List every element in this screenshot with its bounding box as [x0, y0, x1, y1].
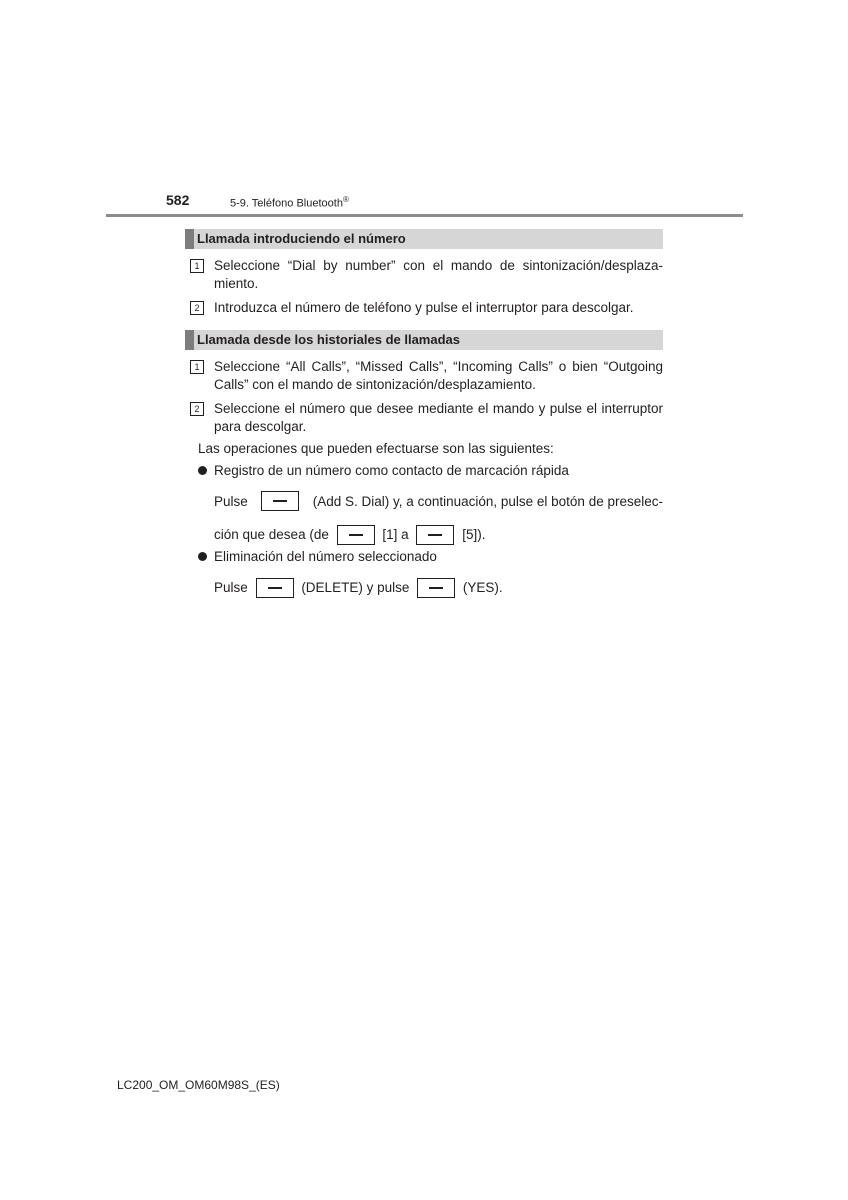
- instruction-text: [1] a: [382, 527, 409, 542]
- bullet-text: Eliminación del número seleccionado: [214, 549, 437, 564]
- dash-button-icon: [261, 491, 299, 511]
- instruction-text: (YES).: [462, 580, 503, 595]
- step-text: Seleccione el número que desee mediante el mando y pulse el interruptor para descolgar.: [214, 401, 663, 434]
- instruction-text: Pulse: [214, 580, 248, 595]
- section-breadcrumb: [230, 195, 349, 210]
- step-item: [185, 400, 663, 436]
- instruction-line: [185, 524, 663, 546]
- instruction-text: Pulse: [214, 494, 248, 509]
- dash-button-icon: [416, 525, 454, 545]
- step-text: Introduzca el número de teléfono y pulse el interruptor para descolgar.: [214, 300, 634, 315]
- section-heading: Llamada desde los historiales de llamadas: [185, 330, 663, 350]
- page-header: [0, 0, 848, 220]
- instruction-line: [185, 577, 663, 599]
- step-item: [185, 257, 663, 293]
- header-rule: [106, 214, 743, 217]
- bullet-icon: [198, 466, 207, 475]
- instruction-text: [5]).: [462, 527, 486, 542]
- step-number: 1: [190, 259, 204, 273]
- step-text: Seleccione “Dial by number” con el mando de sintonización/desplaza-miento.: [214, 258, 663, 291]
- step-text: Seleccione “All Calls”, “Missed Calls”, “Incoming Calls” o bien “Outgoing Calls” con el mando de sintonización/desplazamiento.: [214, 359, 663, 392]
- dash-button-icon: [417, 578, 455, 598]
- page-content: [185, 229, 663, 599]
- instruction-text: ción que desea (de: [214, 527, 329, 542]
- step-number: 1: [190, 360, 204, 374]
- dash-button-icon: [337, 525, 375, 545]
- bullet-icon: [198, 552, 207, 561]
- step-number: 2: [190, 402, 204, 416]
- section-name: 5-9. Teléfono Bluetooth: [230, 197, 343, 210]
- step-item: [185, 358, 663, 394]
- instruction-text: (DELETE) y pulse: [301, 580, 410, 595]
- page-number: 582: [166, 192, 190, 208]
- bullet-item: [185, 462, 663, 480]
- intro-text: Las operaciones que pueden efectuarse son las siguientes:: [198, 441, 554, 456]
- section-heading: Llamada introduciendo el número: [185, 229, 663, 249]
- bullet-item: [185, 548, 663, 566]
- dash-button-icon: [256, 578, 294, 598]
- registered-mark: ®: [342, 195, 349, 204]
- instruction-line: [185, 491, 663, 513]
- step-item: [185, 299, 663, 317]
- step-number: 2: [190, 301, 204, 315]
- document-code: LC200_OM_OM60M98S_(ES): [117, 1078, 280, 1092]
- bullet-text: Registro de un número como contacto de marcación rápida: [214, 463, 569, 478]
- instruction-text: (Add S. Dial) y, a continuación, pulse el botón de preselec-: [312, 494, 663, 509]
